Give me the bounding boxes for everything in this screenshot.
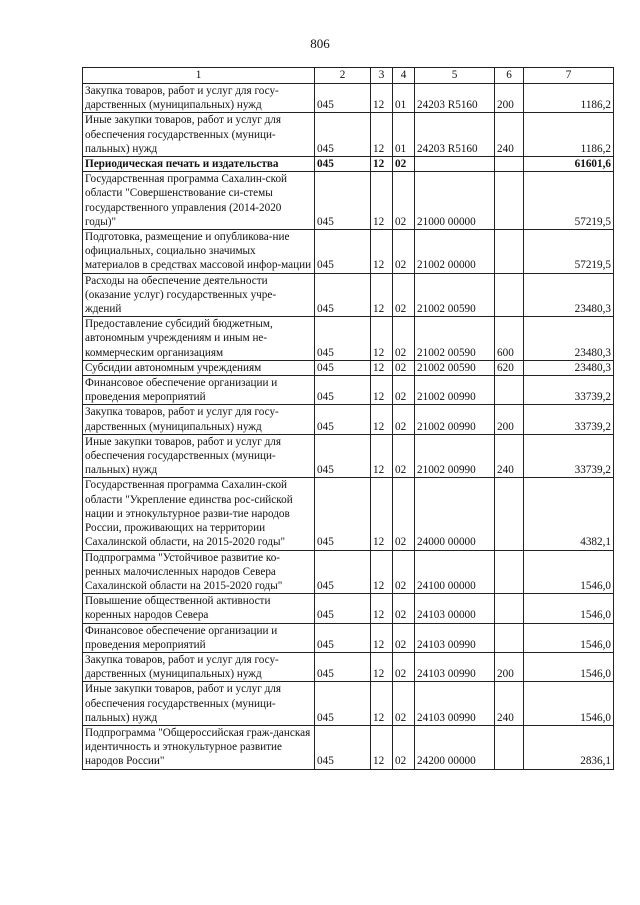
row-section-cell: 12 xyxy=(371,172,393,230)
row-section-cell: 12 xyxy=(371,594,393,623)
table-row xyxy=(83,405,614,434)
table-row xyxy=(83,157,614,172)
row-amount-cell: 23480,3 xyxy=(524,360,614,375)
row-expense-type-cell: 240 xyxy=(495,113,524,157)
row-ministry-code-cell: 045 xyxy=(315,84,371,113)
row-ministry-code-cell: 045 xyxy=(315,478,371,550)
header-cell: 6 xyxy=(495,68,524,84)
row-subsection-cell: 02 xyxy=(393,682,415,726)
row-name-cell: Иные закупки товаров, работ и услуг для обеспечения государственных (муници-пальных) нужд xyxy=(83,113,315,157)
row-target-article-cell: 24103 00990 xyxy=(415,682,495,726)
row-expense-type-cell xyxy=(495,623,524,652)
table-row xyxy=(83,682,614,726)
row-amount-cell: 4382,1 xyxy=(524,478,614,550)
row-subsection-cell: 02 xyxy=(393,478,415,550)
row-ministry-code-cell: 045 xyxy=(315,682,371,726)
row-section-cell: 12 xyxy=(371,157,393,172)
row-amount-cell: 1546,0 xyxy=(524,623,614,652)
row-name-cell: Финансовое обеспечение организации и проведения мероприятий xyxy=(83,623,315,652)
row-subsection-cell: 02 xyxy=(393,230,415,274)
table-row xyxy=(83,317,614,361)
row-name-cell: Закупка товаров, работ и услуг для госу-дарственных (муниципальных) нужд xyxy=(83,84,315,113)
row-amount-cell: 1546,0 xyxy=(524,594,614,623)
row-target-article-cell: 24000 00000 xyxy=(415,478,495,550)
row-name-cell: Финансовое обеспечение организации и проведения мероприятий xyxy=(83,376,315,405)
row-section-cell: 12 xyxy=(371,273,393,317)
row-target-article-cell xyxy=(415,157,495,172)
row-expense-type-cell xyxy=(495,478,524,550)
row-name-cell: Повышение общественной активности коренных народов Севера xyxy=(83,594,315,623)
row-subsection-cell: 02 xyxy=(393,550,415,594)
row-section-cell: 12 xyxy=(371,376,393,405)
table-row xyxy=(83,623,614,652)
row-name-cell: Иные закупки товаров, работ и услуг для обеспечения государственных (муници-пальных) нужд xyxy=(83,434,315,478)
row-expense-type-cell: 240 xyxy=(495,682,524,726)
row-ministry-code-cell: 045 xyxy=(315,725,371,769)
row-amount-cell: 33739,2 xyxy=(524,434,614,478)
row-name-cell: Подпрограмма "Устойчивое развитие ко-ренных малочисленных народов Севера Сахалинской области на 2015-2020 годы" xyxy=(83,550,315,594)
row-subsection-cell: 02 xyxy=(393,623,415,652)
row-amount-cell: 23480,3 xyxy=(524,317,614,361)
header-row xyxy=(83,68,614,84)
row-subsection-cell: 02 xyxy=(393,172,415,230)
row-name-cell: Периодическая печать и издательства xyxy=(83,157,315,172)
row-subsection-cell: 02 xyxy=(393,594,415,623)
table-body xyxy=(83,84,614,770)
table-row xyxy=(83,652,614,681)
row-name-cell: Предоставление субсидий бюджетным, автономным учреждениям и иным не-коммерческим организациям xyxy=(83,317,315,361)
row-expense-type-cell xyxy=(495,594,524,623)
row-target-article-cell: 21002 00590 xyxy=(415,273,495,317)
row-section-cell: 12 xyxy=(371,550,393,594)
row-name-cell: Подготовка, размещение и опубликова-ние официальных, социально значимых материалов в средствах массовой инфор-мации xyxy=(83,230,315,274)
row-expense-type-cell xyxy=(495,230,524,274)
table-row xyxy=(83,725,614,769)
row-ministry-code-cell: 045 xyxy=(315,273,371,317)
row-target-article-cell: 21002 00590 xyxy=(415,360,495,375)
row-section-cell: 12 xyxy=(371,434,393,478)
header-cell: 7 xyxy=(524,68,614,84)
row-name-cell: Подпрограмма "Общероссийская граж-данская идентичность и этнокультурное развитие народов России" xyxy=(83,725,315,769)
row-name-cell: Расходы на обеспечение деятельности (оказание услуг) государственных учре-ждений xyxy=(83,273,315,317)
row-subsection-cell: 01 xyxy=(393,113,415,157)
row-target-article-cell: 21002 00000 xyxy=(415,230,495,274)
row-amount-cell: 1546,0 xyxy=(524,652,614,681)
row-target-article-cell: 21002 00990 xyxy=(415,376,495,405)
row-expense-type-cell: 600 xyxy=(495,317,524,361)
row-ministry-code-cell: 045 xyxy=(315,405,371,434)
row-expense-type-cell: 200 xyxy=(495,405,524,434)
row-section-cell: 12 xyxy=(371,623,393,652)
row-expense-type-cell xyxy=(495,273,524,317)
row-subsection-cell: 02 xyxy=(393,652,415,681)
table-row xyxy=(83,230,614,274)
row-amount-cell: 57219,5 xyxy=(524,172,614,230)
table-row xyxy=(83,84,614,113)
table-row xyxy=(83,478,614,550)
row-name-cell: Закупка товаров, работ и услуг для госу-дарственных (муниципальных) нужд xyxy=(83,652,315,681)
row-expense-type-cell xyxy=(495,172,524,230)
header-cell: 4 xyxy=(393,68,415,84)
table-row xyxy=(83,172,614,230)
row-amount-cell: 33739,2 xyxy=(524,376,614,405)
row-ministry-code-cell: 045 xyxy=(315,376,371,405)
row-section-cell: 12 xyxy=(371,84,393,113)
row-ministry-code-cell: 045 xyxy=(315,623,371,652)
header-cell: 1 xyxy=(83,68,315,84)
table-row xyxy=(83,550,614,594)
row-section-cell: 12 xyxy=(371,682,393,726)
row-ministry-code-cell: 045 xyxy=(315,172,371,230)
row-amount-cell: 33739,2 xyxy=(524,405,614,434)
page-number: 806 xyxy=(310,36,330,51)
row-amount-cell: 1546,0 xyxy=(524,682,614,726)
row-ministry-code-cell: 045 xyxy=(315,652,371,681)
row-expense-type-cell xyxy=(495,550,524,594)
row-amount-cell: 61601,6 xyxy=(524,157,614,172)
row-subsection-cell: 02 xyxy=(393,434,415,478)
row-amount-cell: 1186,2 xyxy=(524,84,614,113)
row-section-cell: 12 xyxy=(371,360,393,375)
row-target-article-cell: 24100 00000 xyxy=(415,550,495,594)
table-row xyxy=(83,273,614,317)
row-expense-type-cell: 200 xyxy=(495,84,524,113)
row-ministry-code-cell: 045 xyxy=(315,360,371,375)
row-subsection-cell: 02 xyxy=(393,157,415,172)
row-ministry-code-cell: 045 xyxy=(315,157,371,172)
row-section-cell: 12 xyxy=(371,725,393,769)
row-ministry-code-cell: 045 xyxy=(315,594,371,623)
row-section-cell: 12 xyxy=(371,478,393,550)
budget-table xyxy=(82,67,614,770)
row-target-article-cell: 24200 00000 xyxy=(415,725,495,769)
row-amount-cell: 1186,2 xyxy=(524,113,614,157)
row-name-cell: Государственная программа Сахалин-ской области "Совершенствование си-стемы государственного управления (2014-2020 годы)" xyxy=(83,172,315,230)
row-section-cell: 12 xyxy=(371,317,393,361)
row-name-cell: Иные закупки товаров, работ и услуг для обеспечения государственных (муници-пальных) нужд xyxy=(83,682,315,726)
row-subsection-cell: 02 xyxy=(393,725,415,769)
row-expense-type-cell xyxy=(495,725,524,769)
row-expense-type-cell xyxy=(495,157,524,172)
row-amount-cell: 23480,3 xyxy=(524,273,614,317)
row-expense-type-cell: 620 xyxy=(495,360,524,375)
row-subsection-cell: 02 xyxy=(393,360,415,375)
row-target-article-cell: 21000 00000 xyxy=(415,172,495,230)
table-header xyxy=(83,68,614,84)
row-ministry-code-cell: 045 xyxy=(315,230,371,274)
row-target-article-cell: 24203 R5160 xyxy=(415,84,495,113)
row-amount-cell: 2836,1 xyxy=(524,725,614,769)
row-target-article-cell: 21002 00590 xyxy=(415,317,495,361)
row-ministry-code-cell: 045 xyxy=(315,317,371,361)
row-target-article-cell: 24203 R5160 xyxy=(415,113,495,157)
row-section-cell: 12 xyxy=(371,405,393,434)
table-row xyxy=(83,594,614,623)
row-section-cell: 12 xyxy=(371,113,393,157)
row-ministry-code-cell: 045 xyxy=(315,550,371,594)
header-cell: 2 xyxy=(315,68,371,84)
row-target-article-cell: 24103 00990 xyxy=(415,623,495,652)
row-subsection-cell: 02 xyxy=(393,317,415,361)
header-cell: 3 xyxy=(371,68,393,84)
row-section-cell: 12 xyxy=(371,230,393,274)
row-amount-cell: 57219,5 xyxy=(524,230,614,274)
row-subsection-cell: 02 xyxy=(393,273,415,317)
row-expense-type-cell: 200 xyxy=(495,652,524,681)
row-subsection-cell: 02 xyxy=(393,405,415,434)
row-target-article-cell: 24103 00990 xyxy=(415,652,495,681)
table-row xyxy=(83,113,614,157)
row-name-cell: Государственная программа Сахалин-ской области "Укрепление единства рос-сийской нации и этнокультурное разви-тие народов России, проживающих на территории Сахалинской области, на 2015-2020 годы" xyxy=(83,478,315,550)
table-row xyxy=(83,360,614,375)
header-cell: 5 xyxy=(415,68,495,84)
row-ministry-code-cell: 045 xyxy=(315,113,371,157)
row-expense-type-cell: 240 xyxy=(495,434,524,478)
row-subsection-cell: 01 xyxy=(393,84,415,113)
row-expense-type-cell xyxy=(495,376,524,405)
row-name-cell: Субсидии автономным учреждениям xyxy=(83,360,315,375)
row-target-article-cell: 21002 00990 xyxy=(415,434,495,478)
row-target-article-cell: 24103 00000 xyxy=(415,594,495,623)
row-subsection-cell: 02 xyxy=(393,376,415,405)
row-section-cell: 12 xyxy=(371,652,393,681)
table-row xyxy=(83,434,614,478)
table-row xyxy=(83,376,614,405)
row-target-article-cell: 21002 00990 xyxy=(415,405,495,434)
row-name-cell: Закупка товаров, работ и услуг для госу-дарственных (муниципальных) нужд xyxy=(83,405,315,434)
row-ministry-code-cell: 045 xyxy=(315,434,371,478)
row-amount-cell: 1546,0 xyxy=(524,550,614,594)
